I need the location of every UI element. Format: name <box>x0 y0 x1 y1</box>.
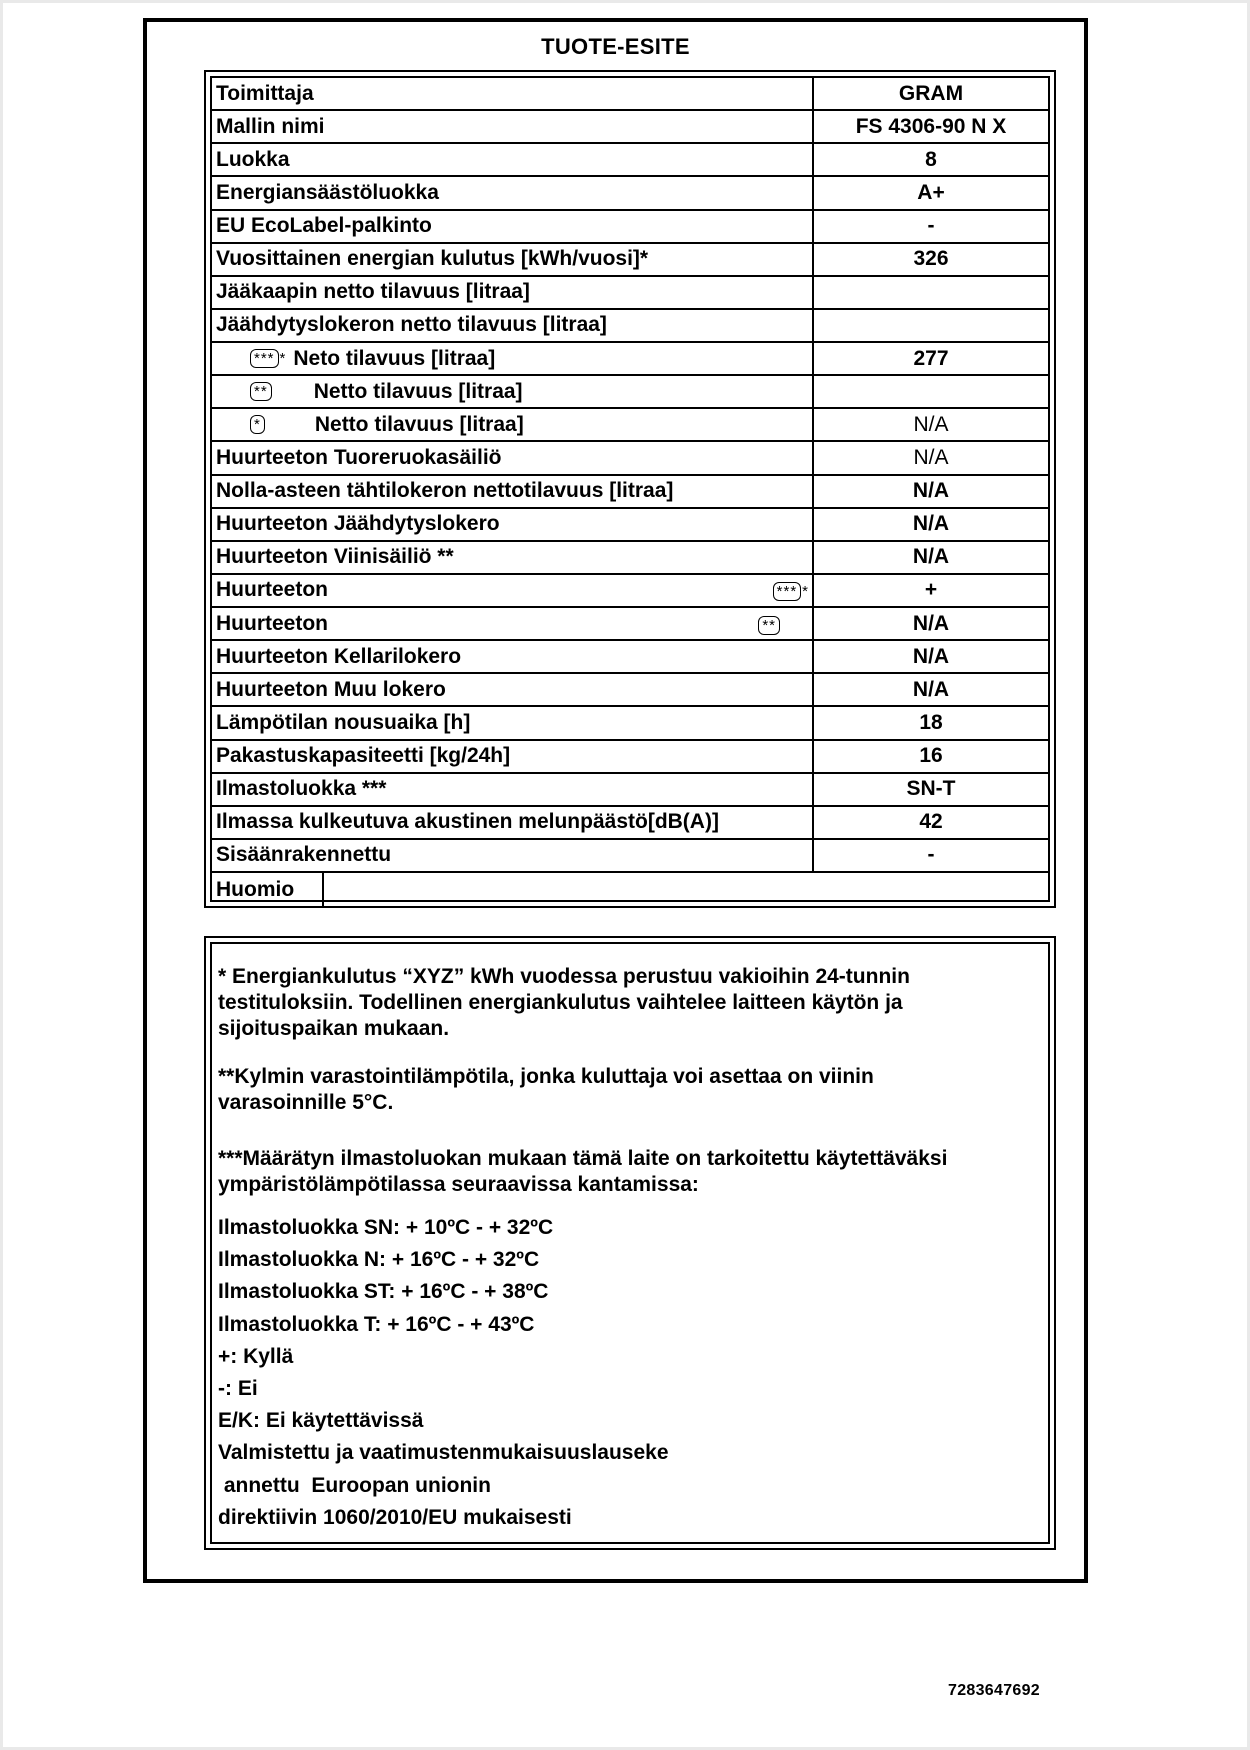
row-value: 326 <box>913 247 949 271</box>
note-line: Ilmastoluokka SN: + 10ºC - + 32ºC <box>218 1216 554 1239</box>
table-row <box>212 211 1048 244</box>
row-label: EU EcoLabel-palkinto <box>212 211 814 242</box>
row-label: Lämpötilan nousuaika [h] <box>212 707 814 738</box>
row-label: Huurteeton Tuoreruokasäiliö <box>212 442 814 473</box>
row-label: Huurteeton Muu lokero <box>212 674 814 705</box>
row-label: Jäähdytyslokeron netto tilavuus [litraa] <box>212 310 814 341</box>
row-label: Mallin nimi <box>212 111 814 142</box>
row-label: Nolla-asteen tähtilokeron nettotilavuus [litraa] <box>212 476 814 507</box>
row-value <box>814 277 1048 308</box>
note-line: E/K: Ei käytettävissä <box>218 1409 424 1433</box>
row-value: 42 <box>919 810 943 834</box>
row-value: N/A <box>912 512 950 536</box>
footnotes <box>210 942 1050 1544</box>
table-row <box>212 409 1048 442</box>
table-row <box>212 144 1048 177</box>
footnotes-frame <box>204 936 1056 1550</box>
table-row <box>212 674 1048 707</box>
table-row <box>212 575 1048 608</box>
row-label: Huurteeton Viinisäiliö ** <box>212 542 814 573</box>
row-value: 277 <box>913 346 949 370</box>
row-value: N/A <box>912 545 950 569</box>
note-line: Ilmastoluokka ST: + 16ºC - + 38ºC <box>218 1280 549 1304</box>
row-label-cell <box>212 376 814 407</box>
note-line: direktiivin 1060/2010/EU mukaisesti <box>218 1505 572 1529</box>
row-label: Vuosittainen energian kulutus [kWh/vuosi]* <box>212 244 814 275</box>
row-label: Netto tilavuus [litraa] <box>314 412 524 436</box>
row-label-cell <box>212 608 814 639</box>
note-line: Valmistettu ja vaatimustenmukaisuuslauseke <box>218 1441 669 1465</box>
row-value: 18 <box>919 710 943 734</box>
row-label: Ilmastoluokka *** <box>212 774 814 805</box>
table-row <box>212 509 1048 542</box>
row-label: Huurteeton <box>216 611 328 635</box>
row-label: Huurteeton <box>216 578 328 602</box>
row-label: Huomio <box>212 873 324 906</box>
table-row <box>212 310 1048 343</box>
row-value: - <box>927 214 935 238</box>
page-title: TUOTE-ESITE <box>541 34 690 59</box>
document-code: 7283647692 <box>948 1682 1040 1699</box>
row-value: - <box>927 843 935 867</box>
note-line: +: Kyllä <box>218 1344 294 1368</box>
table-row <box>212 78 1048 111</box>
table-row <box>212 873 1048 906</box>
row-label-cell: *** * Neto tilavuus [litraa] <box>212 343 814 374</box>
row-label: Ilmassa kulkeutuva akustinen melunpäästö[dB(A)] <box>212 807 814 838</box>
table-row <box>212 741 1048 774</box>
row-label-cell <box>212 409 814 440</box>
note-line: -: Ei <box>218 1377 258 1401</box>
product-fiche <box>143 18 1088 1583</box>
row-value: N/A <box>912 644 950 668</box>
row-label: Pakastuskapasiteetti [kg/24h] <box>212 741 814 772</box>
table-row <box>212 774 1048 807</box>
table-row <box>212 277 1048 310</box>
table-row <box>212 244 1048 277</box>
row-label: Sisäänrakennettu <box>212 840 814 871</box>
four-star-freezer-icon: *** <box>250 349 279 368</box>
note-line: annettu Euroopan unionin <box>218 1473 491 1497</box>
table-row <box>212 476 1048 509</box>
row-value: N/A <box>913 412 949 436</box>
footnote-wine: **Kylmin varastointilämpötila, jonka kuluttaja voi asettaa on viinin varasoinnille 5°C. <box>218 1065 874 1114</box>
table-row <box>212 177 1048 210</box>
table-row <box>212 840 1048 873</box>
spec-table-frame <box>204 70 1056 908</box>
row-value: A+ <box>917 180 945 204</box>
row-value: N/A <box>912 611 950 635</box>
row-value: GRAM <box>898 81 964 105</box>
row-value: N/A <box>913 445 949 469</box>
one-star-icon: * <box>250 415 265 434</box>
table-row <box>212 707 1048 740</box>
two-star-icon: ** <box>250 382 272 401</box>
table-row <box>212 376 1048 409</box>
row-value: 8 <box>925 147 937 171</box>
footnote-climate: ***Määrätyn ilmastoluokan mukaan tämä laite on tarkoitettu käytettäväksi ympäristölämpötilassa seuraavissa kantamissa: <box>218 1147 948 1196</box>
row-label: Huurteeton Kellarilokero <box>212 641 814 672</box>
note-line: Ilmastoluokka N: + 16ºC - + 32ºC <box>218 1248 540 1272</box>
row-value: SN-T <box>906 777 956 801</box>
row-value: N/A <box>912 479 950 503</box>
row-label: Huurteeton Jäähdytyslokero <box>212 509 814 540</box>
table-row <box>212 111 1048 144</box>
table-row <box>212 343 1048 376</box>
row-value <box>324 873 1048 906</box>
row-label: Energiansäästöluokka <box>212 177 814 208</box>
footnote-energy: * Energiankulutus “XYZ” kWh vuodessa perustuu vakioihin 24-tunnin testituloksiin. Todellinen energiankulutus vaihtelee laitteen käytön ja sijoituspaikan mukaan. <box>218 965 910 1040</box>
table-row <box>212 542 1048 575</box>
table-row <box>212 608 1048 641</box>
row-label: Jääkaapin netto tilavuus [litraa] <box>212 277 814 308</box>
row-label: Neto tilavuus [litraa] <box>293 346 496 370</box>
note-line: Ilmastoluokka T: + 16ºC - + 43ºC <box>218 1312 535 1336</box>
row-value <box>814 310 1048 341</box>
row-label: Luokka <box>212 144 814 175</box>
table-row <box>212 641 1048 674</box>
row-value: N/A <box>912 677 950 701</box>
table-row <box>212 807 1048 840</box>
row-label: Toimittaja <box>212 78 814 109</box>
row-value: FS 4306-90 N X <box>855 114 1007 138</box>
four-star-freezer-icon: *** * <box>773 578 808 602</box>
row-value <box>814 376 1048 407</box>
two-star-icon: ** <box>758 612 780 636</box>
table-row <box>212 442 1048 475</box>
spec-table <box>210 76 1050 902</box>
row-value: + <box>924 578 938 602</box>
row-label: Netto tilavuus [litraa] <box>313 379 523 403</box>
row-value: 16 <box>919 744 943 768</box>
row-label-cell <box>212 575 814 606</box>
